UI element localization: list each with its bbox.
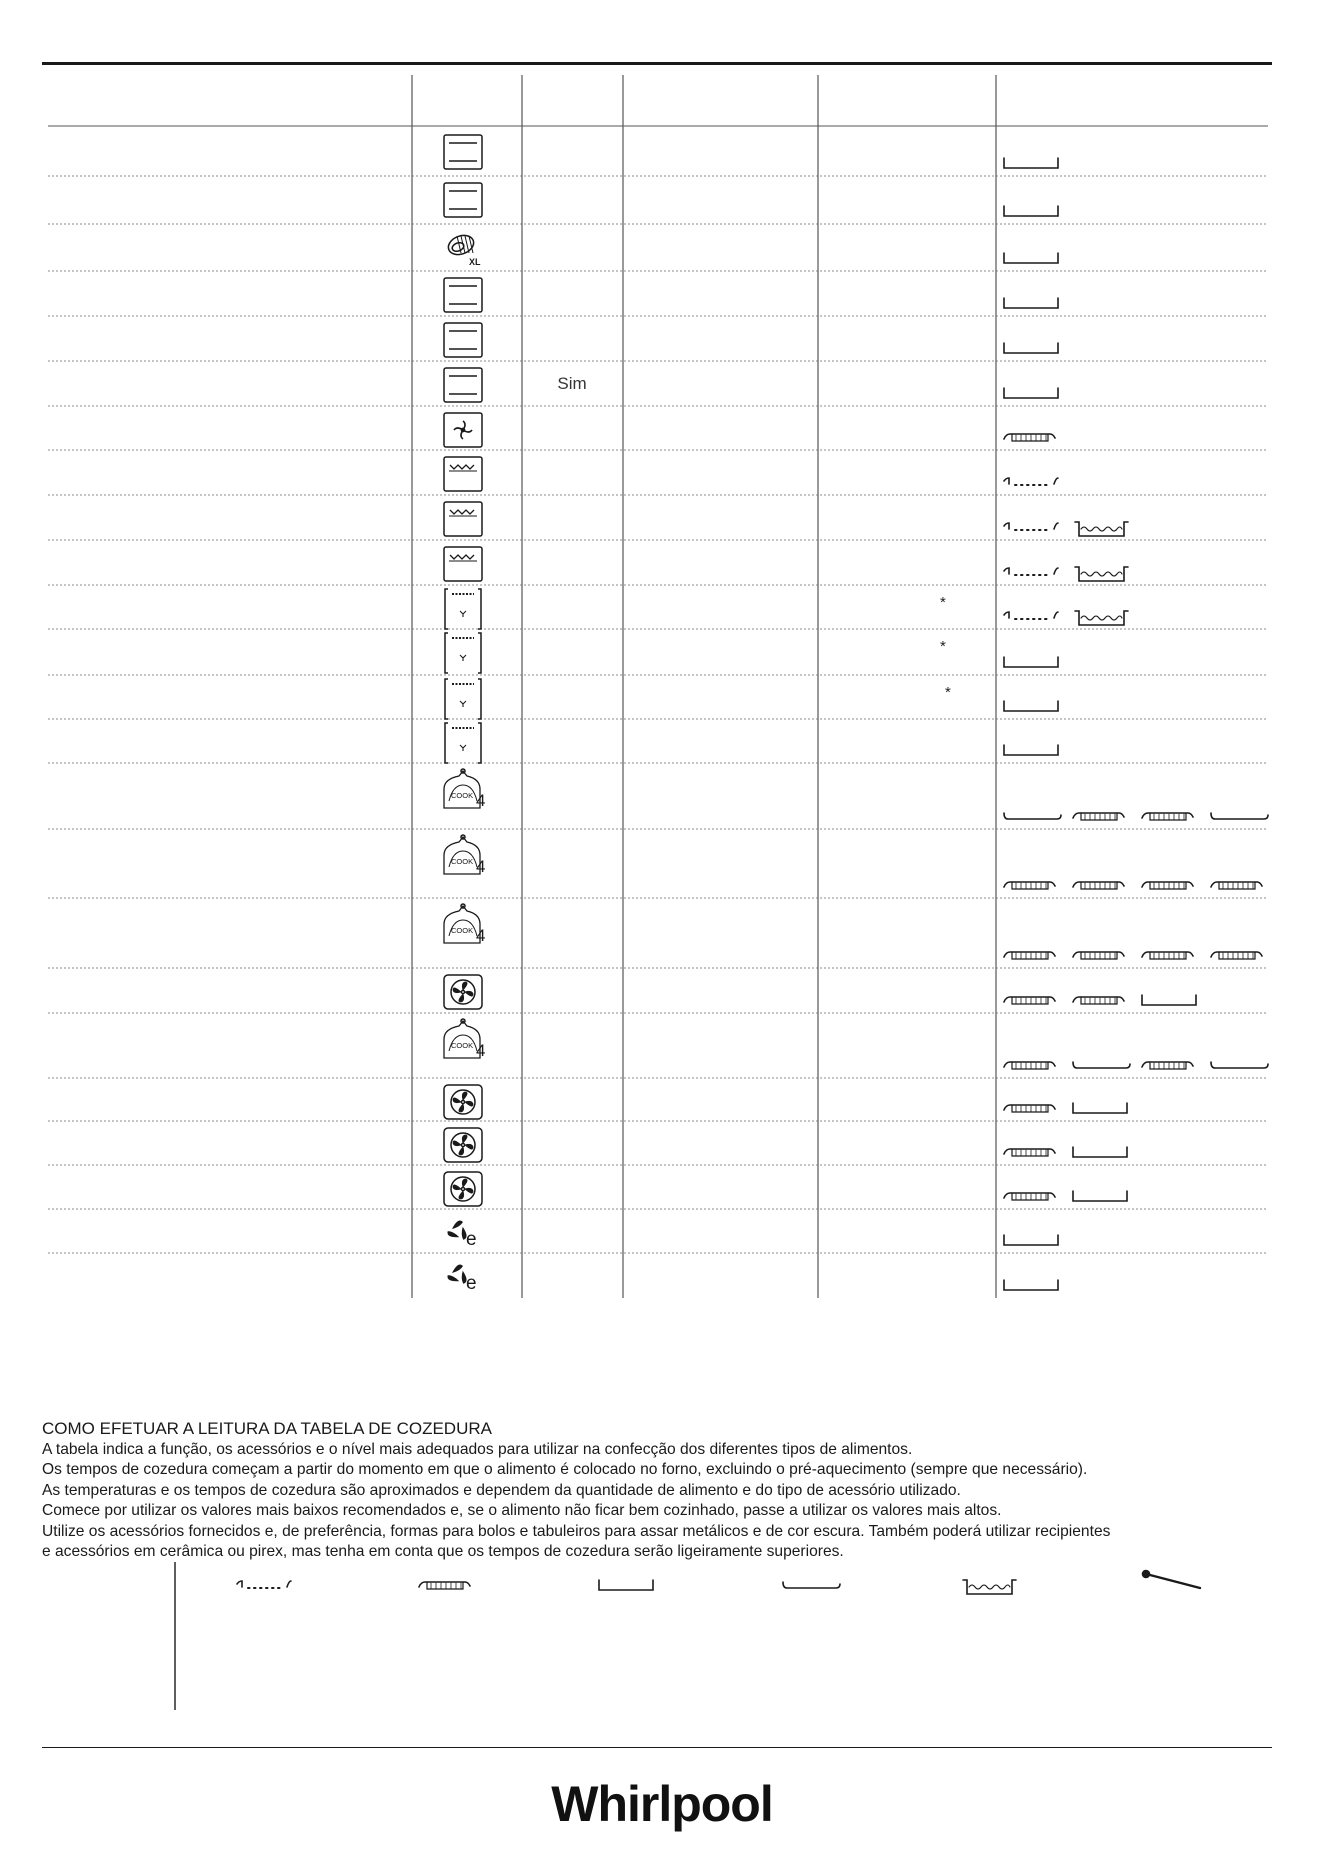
flat-tray-icon: [1142, 995, 1196, 1005]
flat-tray-icon: [1073, 1191, 1127, 1201]
drip-tray-icon: [1075, 522, 1128, 536]
static-oven-icon: [444, 368, 482, 402]
table-row: [48, 183, 1268, 224]
wire-shelf-icon: [1211, 882, 1262, 889]
reading-line-3: As temperaturas e os tempos de cozedura são aproximados e dependem da quantidade de alimento e do tipo de acessório utilizado.: [42, 1481, 961, 1499]
cook4-icon: [444, 769, 485, 810]
cook-number: 4: [476, 857, 486, 876]
baking-tray-icon: [1073, 1062, 1130, 1068]
static-oven-icon: [444, 135, 482, 169]
reading-line-2: Os tempos de cozedura começam a partir do momento em que o alimento é colocado no forno, excluindo o pré-aquecimento (sempre que necessário).: [42, 1461, 1088, 1479]
dotted-shelf-icon: [1004, 523, 1058, 530]
table-row: [48, 1085, 1268, 1121]
cook-number: 4: [476, 791, 486, 810]
wire-shelf-icon: [1004, 997, 1055, 1004]
baking-tray-icon: [1211, 813, 1268, 819]
grill-icon: [444, 457, 482, 491]
wire-shelf-icon: [1004, 1149, 1055, 1156]
baking-tray-icon: [1211, 1062, 1268, 1068]
table-row: [48, 633, 1268, 675]
flat-tray-icon: [1004, 343, 1058, 353]
cook4-icon: [444, 835, 485, 876]
cook-label: COOK: [451, 926, 474, 935]
flat-tray-icon: [1004, 298, 1058, 308]
table-row: [48, 679, 1268, 719]
cook-label: COOK: [451, 1041, 474, 1050]
flat-tray-icon: [1004, 701, 1058, 711]
reading-line-4: Comece por utilizar os valores mais baixos recomendados e, se o alimento não ficar bem cozinhado, passe a utilizar os valores mais altos.: [42, 1502, 1002, 1520]
flat-tray-icon: [1004, 158, 1058, 168]
table-row: [48, 975, 1268, 1013]
cook-number: 4: [476, 926, 486, 945]
table-row: [48, 1019, 1268, 1078]
wire-shelf-icon: [1073, 997, 1124, 1004]
cook-label: COOK: [451, 791, 474, 800]
cook4-icon: [444, 1019, 485, 1060]
reading-section: [42, 1418, 1302, 1562]
convection-icon: [444, 1172, 482, 1206]
xl-icon: [446, 232, 481, 267]
brand-logo: Whirlpool: [551, 1776, 773, 1832]
baking-tray-icon: [1004, 813, 1061, 819]
eco-fan-icon: [446, 1265, 476, 1294]
static-oven-icon: [444, 183, 482, 217]
wire-shelf-icon: [1004, 952, 1055, 959]
wire-shelf-icon: [1004, 434, 1055, 441]
reading-heading: COMO EFETUAR A LEITURA DA TABELA DE COZEDURA: [42, 1419, 492, 1438]
note-marker: *: [945, 684, 951, 701]
wire-shelf-icon: [1142, 952, 1193, 959]
turbo-grill-icon: [445, 589, 481, 629]
cook-number: 4: [476, 1041, 486, 1060]
table-row: [48, 368, 1268, 406]
wire-shelf-icon: [1142, 813, 1193, 820]
flat-tray-icon: [1073, 1103, 1127, 1113]
flat-tray-icon: [1004, 388, 1058, 398]
table-row: [48, 589, 1268, 629]
drip-tray-icon: [1075, 567, 1128, 581]
table-row: [48, 232, 1268, 271]
wire-shelf-icon: [1142, 1062, 1193, 1069]
wire-shelf-icon: [1004, 1193, 1055, 1200]
dotted-shelf-icon: [1004, 478, 1058, 485]
note-marker: *: [940, 638, 946, 655]
flat-tray-icon: [1073, 1147, 1127, 1157]
turbo-grill-icon: [445, 679, 481, 719]
eco-fan-icon: [446, 1221, 476, 1250]
table-row: [48, 1221, 1268, 1253]
static-oven-icon: [444, 323, 482, 357]
wire-shelf-icon: [1004, 882, 1055, 889]
xl-label: XL: [469, 257, 481, 267]
table-row: [48, 904, 1268, 968]
table-row: [48, 547, 1268, 585]
table-row: [48, 135, 1268, 176]
eco-label: e: [466, 1273, 477, 1294]
note-marker: *: [940, 594, 946, 611]
reading-line-6: e acessórios em cerâmica ou pirex, mas tenha em conta que os tempos de cozedura serão ligeiramente superiores.: [42, 1543, 844, 1561]
table-row: [48, 1128, 1268, 1165]
drip-tray-icon: [1075, 611, 1128, 625]
bottom-rule: [42, 1747, 1272, 1748]
wire-shelf-icon: [1004, 1062, 1055, 1069]
table-row: [48, 323, 1268, 361]
table-row: [48, 1172, 1268, 1209]
convection-icon: [444, 1085, 482, 1119]
turbo-grill-icon: [445, 633, 481, 673]
reading-line-5: Utilize os acessórios fornecidos e, de preferência, formas para bolos e tabuleiros para assar metálicos e de cor escura. Também poderá utilizar recipientes: [42, 1522, 1111, 1540]
table-row: [48, 835, 1268, 898]
grill-icon: [444, 547, 482, 581]
wire-shelf-icon: [1073, 813, 1124, 820]
table-row: [48, 723, 1268, 763]
static-oven-icon: [444, 278, 482, 312]
convection-icon: [444, 1128, 482, 1162]
wire-shelf-icon: [1073, 882, 1124, 889]
preheat-value: Sim: [557, 374, 587, 393]
flat-tray-icon: [1004, 253, 1058, 263]
cook4-icon: [444, 904, 485, 945]
table-row: [48, 413, 1268, 450]
flat-tray-icon: [1004, 1280, 1058, 1290]
flat-tray-icon: [1004, 657, 1058, 667]
dotted-shelf-icon: [1004, 612, 1058, 619]
grill-icon: [444, 502, 482, 536]
wire-shelf-icon: [1073, 952, 1124, 959]
reading-line-1: A tabela indica a função, os acessórios e o nível mais adequados para utilizar na confecção dos diferentes tipos de alimentos.: [42, 1441, 913, 1458]
dotted-shelf-icon: [1004, 568, 1058, 575]
cook-label: COOK: [451, 857, 474, 866]
table-row: [48, 457, 1268, 495]
table-row: [48, 769, 1268, 829]
table-row: [446, 1265, 1058, 1294]
flat-tray-icon: [1004, 745, 1058, 755]
table-row: [48, 502, 1268, 540]
turbo-grill-icon: [445, 723, 481, 763]
fan-small-icon: [444, 413, 482, 447]
convection-icon: [444, 975, 482, 1009]
wire-shelf-icon: [1004, 1105, 1055, 1112]
wire-shelf-icon: [1142, 882, 1193, 889]
flat-tray-icon: [1004, 1235, 1058, 1245]
eco-label: e: [466, 1229, 477, 1250]
table-row: [48, 278, 1268, 316]
wire-shelf-icon: [1211, 952, 1262, 959]
flat-tray-icon: [1004, 206, 1058, 216]
